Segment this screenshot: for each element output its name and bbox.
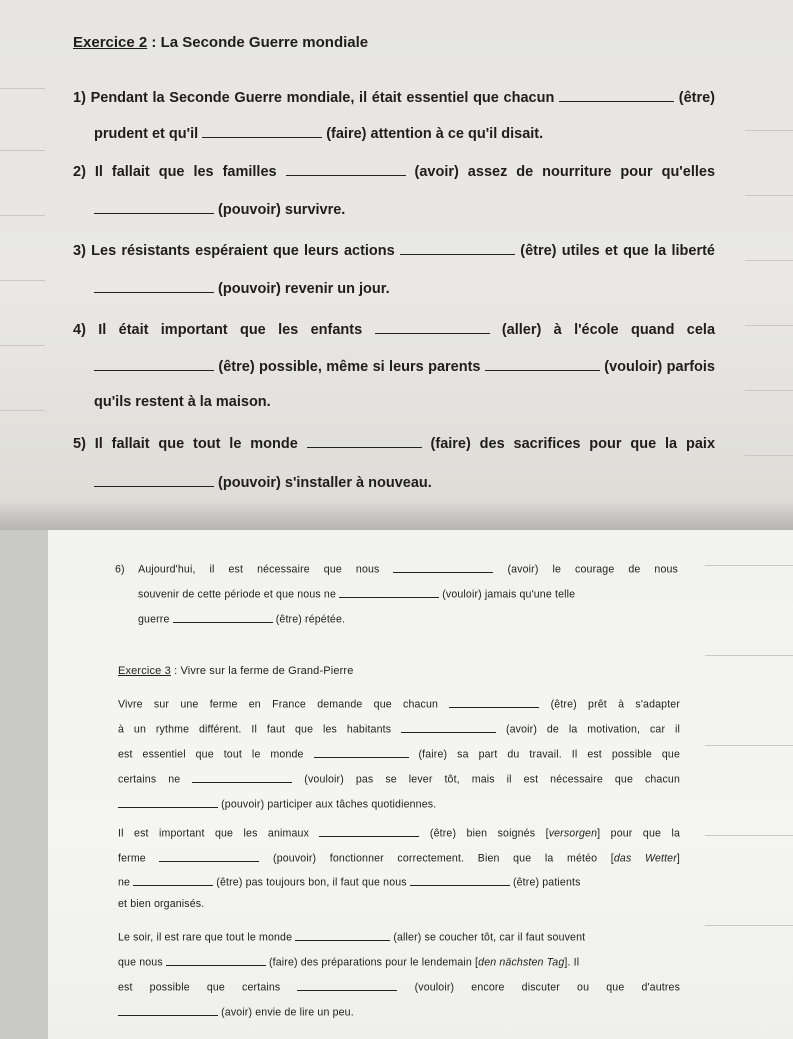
p2-line-1 <box>118 826 680 840</box>
p3-blank-4[interactable] <box>118 1005 218 1016</box>
q6-blank-3[interactable] <box>173 612 273 623</box>
p1-hint-5: (pouvoir) participer aux tâches quotidiennes. <box>221 798 437 811</box>
p2-line-2 <box>118 851 680 865</box>
ruled-line <box>0 280 45 281</box>
ruled-line <box>745 455 793 456</box>
ruled-line <box>0 215 45 216</box>
p1-text-3: est essentiel que tout le monde <box>118 748 304 761</box>
q5-blank-2[interactable] <box>94 473 214 487</box>
sheet-fold-shadow <box>0 500 793 530</box>
background-sheet-edge <box>0 530 48 1039</box>
q4-hint-1: (aller) à l'école quand cela <box>501 322 716 339</box>
p2-text-1: Il est important que les animaux <box>118 827 310 840</box>
ruled-line <box>745 390 793 391</box>
p3-line-4 <box>118 1005 354 1019</box>
q1-text: 1) Pendant la Seconde Guerre mondiale, il était essentiel que chacun <box>73 90 555 107</box>
p1-blank-1[interactable] <box>449 697 539 708</box>
exercise-2-title <box>73 34 368 51</box>
q1-blank-1[interactable] <box>559 88 674 102</box>
exercise-3-subtitle: : Vivre sur la ferme de Grand-Pierre <box>170 665 354 677</box>
p1-text-2: à un rythme différent. Il faut que les habitants <box>118 723 392 736</box>
q2-hint-2: (pouvoir) survivre. <box>218 202 346 219</box>
exercise-3-title <box>118 665 354 677</box>
q4-blank-2[interactable] <box>94 357 214 371</box>
p2-hint-1b: ] pour que la <box>597 827 681 840</box>
p2-blank-3[interactable] <box>133 875 213 886</box>
q1-blank-2[interactable] <box>202 124 322 138</box>
p1-hint-3: (faire) sa part du travail. Il est possible que <box>418 748 680 761</box>
q3-hint-1: (être) utiles et que la liberté <box>520 243 715 260</box>
q6-text: 6) Aujourd'hui, il est nécessaire que nous <box>115 563 380 576</box>
q4-blank-3[interactable] <box>485 357 600 371</box>
p1-line-3 <box>118 747 680 761</box>
p1-hint-2: (avoir) de la motivation, car il <box>505 723 681 736</box>
p3-hint-2b: ]. Il <box>564 956 580 969</box>
exercise-2-subtitle: : La Seconde Guerre mondiale <box>147 34 369 51</box>
q6-line-2 <box>138 587 575 601</box>
p2-hint-2b: ] <box>676 852 680 865</box>
ruled-line <box>0 150 45 151</box>
p3-hint-2: (faire) des préparations pour le lendemain [ <box>268 956 479 969</box>
q2-hint-1: (avoir) assez de nourriture pour qu'elles <box>414 164 716 181</box>
q5-line-1 <box>73 434 715 452</box>
q2-blank-1[interactable] <box>286 162 406 176</box>
q2-line-2 <box>94 200 345 218</box>
q6-hint-1: (avoir) le courage de nous <box>507 563 678 576</box>
q4-blank-1[interactable] <box>375 320 490 334</box>
p3-text-3: est possible que certains <box>118 981 281 994</box>
ruled-line <box>705 565 793 566</box>
p1-blank-4[interactable] <box>192 772 292 783</box>
q2-text: 2) Il fallait que les familles <box>73 164 277 181</box>
p2-blank-1[interactable] <box>319 826 419 837</box>
p2-blank-2[interactable] <box>159 851 259 862</box>
q6-hint-2: (vouloir) jamais qu'une telle <box>442 588 576 601</box>
q5-blank-1[interactable] <box>307 434 422 448</box>
q4-line-2 <box>94 357 715 375</box>
p3-line-3 <box>118 980 680 994</box>
q3-hint-2: (pouvoir) revenir un jour. <box>218 281 390 298</box>
ruled-line <box>745 130 793 131</box>
q1-hint-2: (faire) attention à ce qu'il disait. <box>326 126 544 143</box>
q3-text: 3) Les résistants espéraient que leurs actions <box>73 243 395 260</box>
p3-hint-1: (aller) se coucher tôt, car il faut souvent <box>393 931 586 944</box>
p1-blank-5[interactable] <box>118 797 218 808</box>
p1-hint-1: (être) prêt à s'adapter <box>550 698 681 711</box>
q5-text: 5) Il fallait que tout le monde <box>73 436 298 453</box>
p2-line-4: et bien organisés. <box>118 898 205 910</box>
q1-line-2 <box>94 124 543 142</box>
q5-line-2 <box>94 473 432 491</box>
p1-blank-3[interactable] <box>314 747 409 758</box>
ruled-line <box>705 655 793 656</box>
p3-text-2: que nous <box>118 956 163 969</box>
p2-hint-2: (pouvoir) fonctionner correctement. Bien que la météo [ <box>273 852 614 865</box>
p1-line-1 <box>118 697 680 711</box>
ruled-line <box>0 345 45 346</box>
q4-line-1 <box>73 320 715 338</box>
p2-blank-4[interactable] <box>410 875 510 886</box>
q3-blank-2[interactable] <box>94 279 214 293</box>
p1-line-4 <box>118 772 680 786</box>
p3-translation-2: den nächsten Tag <box>478 956 565 969</box>
ruled-line <box>705 925 793 926</box>
p2-translation-1: versorgen <box>548 827 598 840</box>
p3-hint-4: (avoir) envie de lire un peu. <box>221 1006 354 1019</box>
ruled-line <box>745 260 793 261</box>
p2-text-2: ferme <box>118 852 146 865</box>
exercise-3-label: Exercice 3 <box>118 665 171 677</box>
ruled-line <box>745 195 793 196</box>
q6-blank-1[interactable] <box>393 562 493 573</box>
p2-translation-2: das Wetter <box>613 852 677 865</box>
p3-blank-2[interactable] <box>166 955 266 966</box>
q4-line-3: qu'ils restent à la maison. <box>94 394 271 410</box>
q5-hint-1: (faire) des sacrifices pour que la paix <box>430 436 716 453</box>
q6-blank-2[interactable] <box>339 587 439 598</box>
p3-hint-3: (vouloir) encore discuter ou que d'autres <box>414 981 681 994</box>
q4-hint-2: (être) possible, même si leurs parents <box>218 359 481 376</box>
p1-line-2 <box>118 722 680 736</box>
ruled-line <box>0 88 45 89</box>
exercise-2-label: Exercice 2 <box>73 34 148 51</box>
p1-hint-4: (vouloir) pas se lever tôt, mais il est nécessaire que chacun <box>304 773 681 786</box>
q1-hint-1: (être) <box>678 90 715 107</box>
ruled-line <box>705 745 793 746</box>
q1-text-2: prudent et qu'il <box>94 126 199 143</box>
p1-text-4: certains ne <box>118 773 181 786</box>
q6-line-3 <box>138 612 345 626</box>
q2-line-1 <box>73 162 715 180</box>
q4-text: 4) Il était important que les enfants <box>73 322 363 339</box>
q1-line-1 <box>73 88 715 106</box>
ruled-line <box>745 325 793 326</box>
p1-text-1: Vivre sur une ferme en France demande que chacun <box>118 698 439 711</box>
p1-blank-2[interactable] <box>401 722 496 733</box>
p3-line-2 <box>118 955 579 969</box>
p3-blank-1[interactable] <box>295 930 390 941</box>
q3-line-1 <box>73 241 715 259</box>
q4-hint-3: (vouloir) parfois <box>604 359 715 376</box>
p2-line-3 <box>118 875 581 889</box>
p2-text-3: ne <box>118 876 131 889</box>
q5-hint-2: (pouvoir) s'installer à nouveau. <box>218 475 432 492</box>
q6-hint-3: (être) répétée. <box>275 613 346 626</box>
q3-line-2 <box>94 279 390 297</box>
p2-hint-1: (être) bien soignés [ <box>429 827 549 840</box>
q6-text-3: guerre <box>138 613 170 626</box>
ruled-line <box>705 835 793 836</box>
p2-hint-3: (être) pas toujours bon, il faut que nous <box>216 876 407 889</box>
q6-text-2: souvenir de cette période et que nous ne <box>138 588 337 601</box>
p3-line-1 <box>118 930 585 944</box>
ruled-line <box>0 410 45 411</box>
q3-blank-1[interactable] <box>400 241 515 255</box>
p1-line-5 <box>118 797 436 811</box>
p3-text-1: Le soir, il est rare que tout le monde <box>118 931 293 944</box>
q6-line-1 <box>115 562 678 576</box>
q2-blank-2[interactable] <box>94 200 214 214</box>
p2-hint-4: (être) patients <box>512 876 581 889</box>
p3-blank-3[interactable] <box>297 980 397 991</box>
